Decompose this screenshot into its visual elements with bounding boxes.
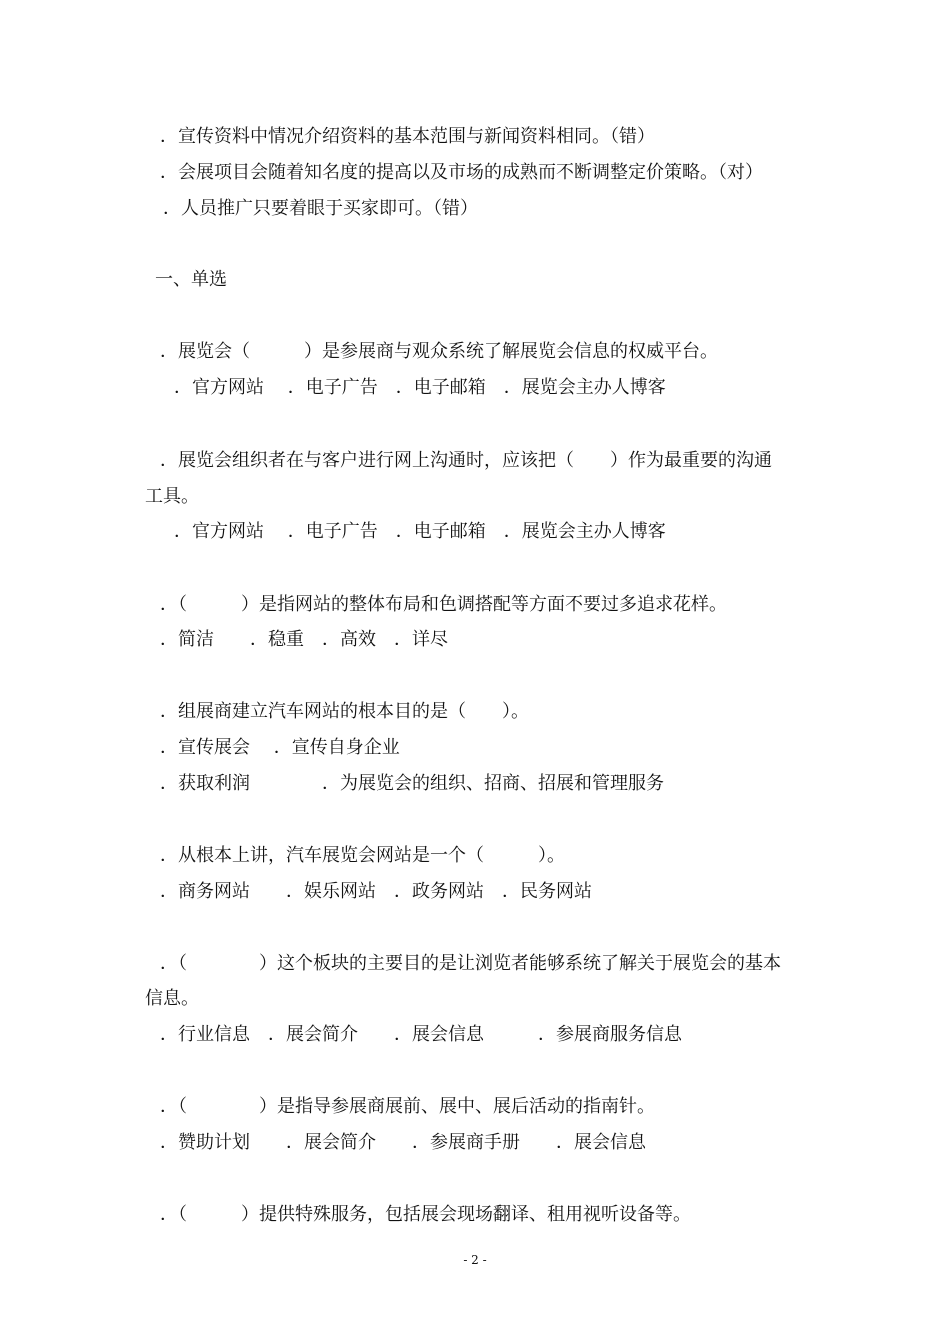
question-line: ．展览会（ ）是参展商与观众系统了解展览会信息的权威平台。 — [160, 341, 718, 362]
options-line: ．官方网站 ．电子广告 ．电子邮箱 ．展览会主办人博客 — [174, 521, 666, 542]
options-line: ．官方网站 ．电子广告 ．电子邮箱 ．展览会主办人博客 — [174, 377, 666, 398]
options-line: ．赞助计划 ．展会简介 ．参展商手册 ．展会信息 — [160, 1132, 646, 1153]
section-heading: 一、单选 — [155, 269, 227, 290]
question-continuation: 工具。 — [145, 486, 199, 507]
options-line: ．获取利润 ．为展览会的组织、招商、招展和管理服务 — [160, 773, 664, 794]
question-line: ．（ ）提供特殊服务，包括展会现场翻译、租用视听设备等。 — [160, 1204, 691, 1225]
question-line: ．从根本上讲，汽车展览会网站是一个（ ）。 — [160, 845, 565, 866]
question-line: ．（ ）是指导参展商展前、展中、展后活动的指南针。 — [160, 1096, 655, 1117]
question-line: ．组展商建立汽车网站的根本目的是（ ）。 — [160, 701, 529, 722]
page-number: - 2 - — [463, 1253, 487, 1267]
options-line: ．宣传展会 ．宣传自身企业 — [160, 737, 400, 758]
question-continuation: 信息。 — [145, 988, 199, 1009]
statement-line: ．人员推广只要着眼于买家即可。（错） — [163, 198, 478, 219]
statement-line: ．宣传资料中情况介绍资料的基本范围与新闻资料相同。（错） — [160, 126, 655, 147]
question-line: ．展览会组织者在与客户进行网上沟通时，应该把（ ）作为最重要的沟通 — [160, 450, 772, 471]
question-line: ．（ ）是指网站的整体布局和色调搭配等方面不要过多追求花样。 — [160, 594, 727, 615]
options-line: ．简洁 ．稳重 ．高效 ．详尽 — [160, 629, 448, 650]
options-line: ．行业信息 ．展会简介 ．展会信息 ．参展商服务信息 — [160, 1024, 682, 1045]
question-line: ．（ ）这个板块的主要目的是让浏览者能够系统了解关于展览会的基本 — [160, 953, 781, 974]
statement-line: ．会展项目会随着知名度的提高以及市场的成熟而不断调整定价策略。（对） — [160, 162, 763, 183]
options-line: ．商务网站 ．娱乐网站 ．政务网站 ．民务网站 — [160, 881, 592, 902]
